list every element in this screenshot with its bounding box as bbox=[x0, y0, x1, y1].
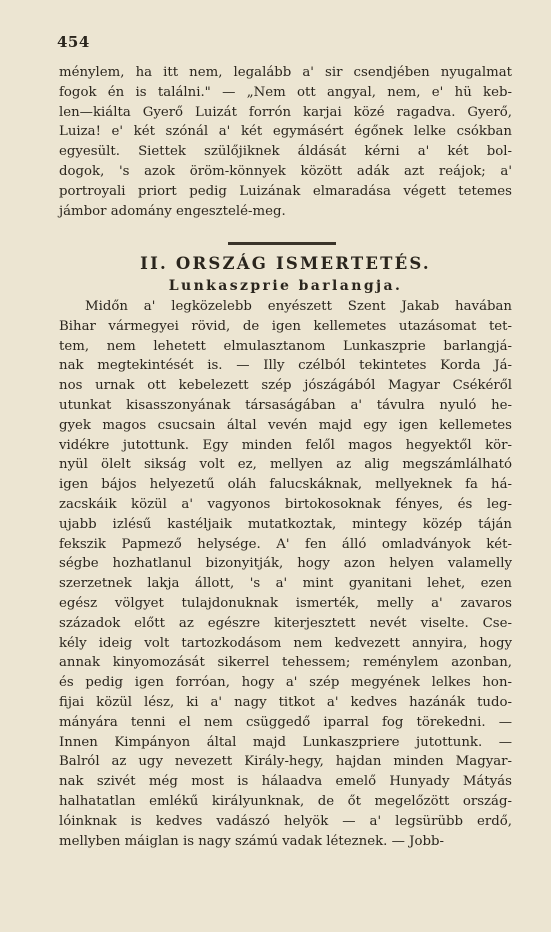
text-line: szerzetnek lakja állott, 's a' mint gyanitani lehet, ezen bbox=[59, 576, 512, 592]
paragraph-2 bbox=[59, 297, 512, 851]
text-line: nak szivét még most is hálaadva emelő Hunyady Mátyás bbox=[59, 774, 512, 790]
text-line: egyesült. Siettek szülőjiknek áldását kérni a' két bol- bbox=[59, 144, 512, 160]
section-divider bbox=[228, 242, 336, 245]
text-line: utunkat kisasszonyának társaságában a' távulra nyuló he- bbox=[59, 397, 512, 413]
text-line: fogok én is találni." — „Nem ott angyal, nem, e' hü keb- bbox=[59, 84, 512, 100]
text-line: len—kiálta Gyerő Luizát forrón karjai közé ragadva. Gyerő, bbox=[59, 104, 512, 120]
text-line: nyül ölelt sikság volt ez, mellyen az alig megszámlálható bbox=[59, 457, 512, 473]
text-line: zacskáik közül a' vagyonos birtokosoknak fényes, és leg- bbox=[59, 496, 512, 512]
text-line: kély ideig volt tartozkodásom nem kedvezett annyira, hogy bbox=[59, 635, 512, 651]
text-line: Innen Kimpányon által majd Lunkaszpriere jutottunk. — bbox=[59, 734, 512, 750]
section-subheading: Lunkaszprie barlangja. bbox=[168, 278, 403, 294]
text-line: mellyben máiglan is nagy számú vadak léteznek. — Jobb- bbox=[59, 833, 444, 849]
text-line: ségbe hozhatlanul bizonyitják, hogy azon helyen valamelly bbox=[59, 556, 512, 572]
text-line: és pedig igen forróan, hogy a' szép megyének lelkes hon- bbox=[59, 675, 512, 691]
paragraph-1 bbox=[59, 63, 512, 221]
text-line: lóinknak is kedves vadászó helyök — a' legsürübb erdő, bbox=[59, 813, 512, 829]
text-line: vidékre jutottunk. Egy minden felől magos hegyektől kör- bbox=[59, 437, 512, 453]
text-line: fijai közül lész, ki a' nagy titkot a' kedves hazánák tudo- bbox=[59, 694, 512, 710]
text-line: annak kinyomozását sikerrel tehessem; reménylem azonban, bbox=[59, 655, 512, 671]
text-line: egész völgyet tulajdonuknak ismerték, melly a' zavaros bbox=[59, 595, 512, 611]
text-line: századok előtt az egészre kiterjesztett nevét viselte. Cse- bbox=[59, 615, 512, 631]
page-number: 454 bbox=[57, 33, 90, 51]
section-heading: II. ORSZÁG ISMERTETÉS. bbox=[140, 254, 431, 273]
text-line: dogok, 's azok öröm-könnyek között adák azt reájok; a' bbox=[59, 163, 512, 179]
text-line: jámbor adomány engesztelé-meg. bbox=[59, 203, 286, 219]
text-line: gyek magos csucsain által vevén majd egy igen kellemetes bbox=[59, 417, 512, 433]
text-line: ujabb izlésű kastéljaik mutatkoztak, mintegy közép táján bbox=[59, 516, 512, 532]
text-line: fekszik Papmező helysége. A' fen álló omladványok két- bbox=[59, 536, 512, 552]
text-line: ménylem, ha itt nem, legalább a' sir csendjében nyugalmat bbox=[59, 65, 512, 80]
text-line: Midőn a' legközelebb enyészett Szent Jakab havában bbox=[85, 299, 512, 314]
text-line: igen bájos helyezetű oláh falucskáknak, mellyeknek fa há- bbox=[59, 477, 512, 493]
text-line: nak megtekintését is. — Illy czélból tekintetes Korda Já- bbox=[59, 358, 512, 374]
text-line: Luiza! e' két szónál a' két egymásért égőnek lelke csókban bbox=[59, 124, 512, 140]
text-line: nos urnak ott kebelezett szép jószágából Magyar Csékéről bbox=[59, 378, 512, 394]
text-line: portroyali priort pedig Luizának elmaradása végett tetemes bbox=[59, 183, 512, 199]
text-line: Balról az ugy nevezett Király-hegy, hajdan minden Magyar- bbox=[59, 754, 512, 770]
text-line: mányára tenni el nem csüggedő iparral fog törekedni. — bbox=[59, 714, 512, 730]
text-line: tem, nem lehetett elmulasztanom Lunkaszprie barlangjá- bbox=[59, 338, 512, 354]
text-line: Bihar vármegyei rövid, de igen kellemetes utazásomat tet- bbox=[59, 318, 512, 334]
text-line: halhatatlan emlékű királyunknak, de őt megelőzött ország- bbox=[59, 793, 512, 809]
